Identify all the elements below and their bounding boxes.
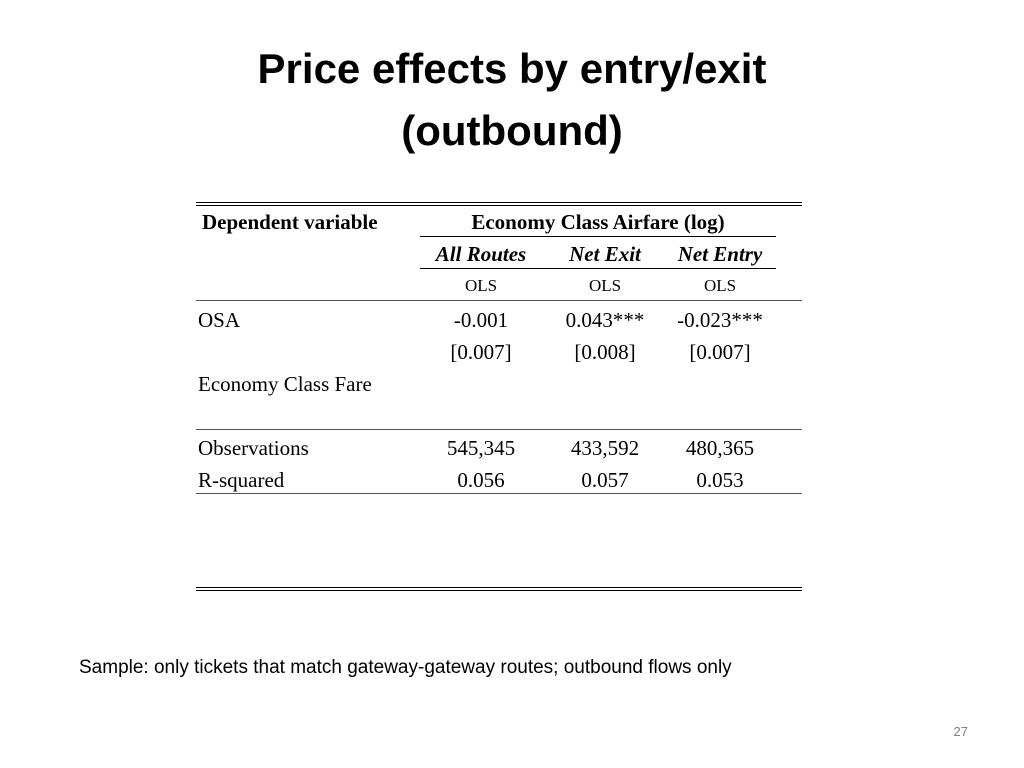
dep-var-value: Economy Class Airfare (log) [471,210,725,234]
page-number: 27 [953,724,968,739]
method-net-entry: OLS [703,276,737,295]
obs-net-entry: 480,365 [685,436,755,460]
osa-se-net-exit: [0.008] [574,340,636,364]
body-bottom-rule [196,429,802,430]
row-label-observations: Observations [198,436,309,460]
title-line-1: Price effects by entry/exit [257,45,767,92]
row-label-r-squared: R-squared [198,468,285,492]
osa-coef-net-exit: 0.043*** [565,308,645,332]
r2-all-routes: 0.056 [457,468,505,492]
table-top-rule [196,202,802,206]
col-header-net-entry: Net Entry [677,242,763,266]
r2-net-exit: 0.057 [581,468,629,492]
col-header-all-routes: All Routes [435,242,527,266]
obs-all-routes: 545,345 [446,436,516,460]
stats-bottom-rule [196,493,802,494]
osa-coef-all-routes: -0.001 [453,308,509,332]
method-all-routes: OLS [464,276,498,295]
row-label-osa: OSA [198,308,241,332]
osa-se-all-routes: [0.007] [450,340,512,364]
dep-var-label: Dependent variable [202,210,378,234]
obs-net-exit: 433,592 [570,436,640,460]
title-line-2: (outbound) [401,107,623,154]
osa-se-net-entry: [0.007] [689,340,751,364]
osa-coef-net-entry: -0.023*** [677,308,763,332]
header-bottom-rule [196,300,802,301]
r2-net-entry: 0.053 [696,468,744,492]
col-header-underline [420,268,776,269]
sample-note: Sample: only tickets that match gateway-gateway routes; outbound flows only [79,657,732,678]
slide-title [0,38,1024,162]
table-bottom-rule [196,587,802,591]
method-net-exit: OLS [588,276,622,295]
row-label-economy-class-fare: Economy Class Fare [198,372,372,396]
col-header-net-exit: Net Exit [569,242,641,266]
dep-var-underline [420,236,776,237]
regression-table [196,200,802,592]
